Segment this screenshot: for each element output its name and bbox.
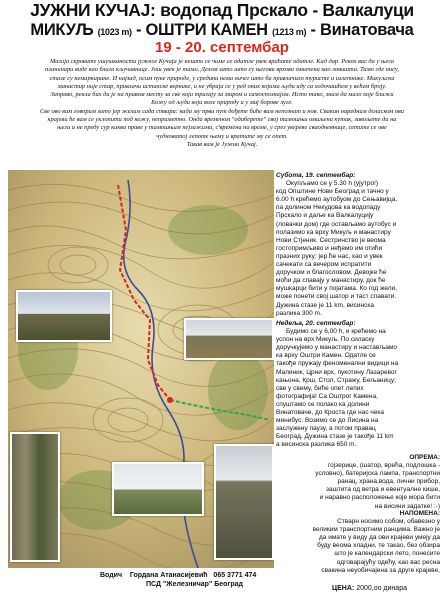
price-value: 2000,оо динара: [356, 585, 407, 592]
saturday-line: 6.00 h крећемо аутобуом до Сењавијца,: [276, 196, 398, 204]
guide-label: Водич: [100, 572, 123, 579]
intro-line: крајеви ће вам се уклопити под кожу, неприметно. Онда временом "одаберете" свој тамошњи омиљени кутак, завољете да на: [47, 116, 397, 124]
sunday-line: ка врху Оштри Камен. Одатле се: [276, 352, 376, 360]
intro-line: Све ово вам говорим зато јер желим сада ствари: када му прва пут дођете биће вам непознат и нов. Свакин наредним доласком ови: [40, 107, 404, 115]
sunday-line: фотографија! Са Оштрог Камена,: [276, 392, 378, 400]
photo-valley: [184, 318, 274, 360]
saturday-line: сачекати са вечером испратити: [276, 261, 372, 269]
note-line: буду веома хладни, те такао, без обзира: [317, 542, 440, 550]
peak-vinatovaca: - Винатовача: [306, 21, 414, 39]
main-title: ЈУЖНИ КУЧАЈ: водопад Прскало - Валкалуци: [30, 0, 414, 20]
guide-name: Гордана Атанасијевић: [129, 572, 208, 579]
sunday-section: [276, 320, 440, 450]
equipment-line: гојзерице, (шатор, врећа, подлошка -: [327, 462, 440, 470]
photo-rock: [10, 432, 60, 562]
guide-phone: 065 3771 474: [213, 572, 257, 579]
equipment-section: [276, 454, 440, 511]
sunday-line: све у свему, биће опет лепих: [276, 384, 364, 392]
saturday-line: (ловачки дом) где остављамо аутобус и: [276, 220, 397, 228]
sunday-line: Београд. Дужина стазе је такође 11 km: [276, 433, 394, 441]
note-line: што је календарски лето, понесите: [334, 550, 440, 558]
note-line: свакина неуобичајена за друге крајеве,: [321, 566, 440, 574]
photo-meadow: [112, 462, 204, 516]
intro-line: њега и не преду сур каква праве у тамошњим пејзажима, с'времена на време, у срез увереве сваодневнице, сетите се ове: [57, 124, 387, 132]
photo-ridge: [16, 290, 112, 342]
saturday-line: Прскало и даље ка Валкалуцију: [276, 212, 374, 220]
saturday-line: разлика 300 m.: [276, 309, 322, 317]
saturday-line: мушкарци бити у појатама. Ко год жели,: [276, 285, 397, 293]
alt-ostri-kamen: (1213 m): [272, 27, 307, 37]
equipment-line: и наравно расположење које мора бити: [319, 494, 440, 502]
price-info: [332, 584, 407, 593]
saturday-section: [276, 172, 440, 318]
equipment-line: условно), батеријска лампа, транспортни: [315, 470, 440, 478]
intro-line: стазе су немаркиране. И најзад, осим пуке природе, у средини нема ничег што би привлачило туристе и излетнике. Микуљски: [49, 74, 395, 82]
intro-line: планинари виде као блага кључавнице. Још увек је тамо. Делом зато што су његови врхови означени као ловишта. Тамо где нису,: [44, 66, 399, 74]
sunday-line: Винатоваче, до Кроста где нас чека: [276, 409, 384, 417]
monastery-marker: [167, 397, 173, 403]
saturday-line: полазимо ка врху Микуљ и манастиру: [276, 228, 391, 236]
sunday-line: заслужену паузу, а потом правац: [276, 425, 376, 433]
peak-mikulj: МИКУЉ: [30, 21, 98, 39]
sunday-line: такође пружају феноменални видици на: [276, 360, 399, 368]
note-line: Стварн носимо собом, обавезно у: [337, 518, 440, 526]
intro-line: Заправо, рекла бих да је на правом месту за све који трагају за миром и самоспознајом. Исто тако, знам да мало које ближи: [50, 91, 394, 99]
note-section: [276, 510, 440, 575]
intro-line: манастир није стар, привлачи истинске вернике, и не убраја се у ред оних којима људи иду са ходочашћем у већем броју.: [57, 82, 387, 90]
saturday-line: може понети свој шатор и таст спавати.: [276, 293, 397, 301]
intro-line: чудноватој лепоте њему и вратите му се опет.: [156, 132, 288, 140]
saturday-line: код Општине Нови Београд и тачно у: [276, 188, 389, 196]
sunday-line: кањона, Крш, Стол, Стражу, Бељаницу;: [276, 376, 396, 384]
equipment-heading: ОПРЕМА:: [409, 454, 440, 461]
note-heading: НАПОМЕНА:: [399, 510, 440, 517]
note-line: великим транспортним ранцима. Важно је: [312, 526, 440, 534]
price-label: ЦЕНА:: [332, 585, 355, 592]
photo-peak: [214, 444, 274, 560]
equipment-line: на висини задатке! :-): [374, 502, 440, 510]
note-line: да имате у виду да ови крајеви умеју да: [318, 534, 440, 542]
sunday-line: успон на врх Микуљ. По силаску: [276, 336, 375, 344]
saturday-heading: Субота, 19. септембар:: [276, 172, 356, 179]
sunday-line: спуштамо се полако ка долини: [276, 400, 370, 408]
intro-line: Такав вам је Јужни Кучај.: [186, 140, 258, 148]
sunday-heading: Недеља, 20. септембар:: [276, 320, 356, 327]
intro-line: Магија скровите ушушканости јужног Кучаја је нешто се чиме се одатле увек враћате одатле. Кад дар. Рекох вас да у њега: [50, 58, 394, 65]
sunday-line: Малиник, Црни врх, пукотину Лазаревог: [276, 368, 397, 376]
saturday-line: Нови Стјеник. Сестринство је веома: [276, 236, 386, 244]
event-date: 19 - 20. септембар: [155, 39, 289, 56]
sunday-line: Будимо се у 6,00 h, и крећемо на: [286, 328, 386, 336]
saturday-line: гостопримљиво и неђемо им отићи: [276, 244, 383, 252]
route-map: [8, 170, 274, 568]
sunday-line: а висинска разлика 650 m.: [276, 441, 357, 449]
club-name: ПСД "Железничар" Београд: [146, 581, 243, 588]
note-line: одговарајућу одећу, као вас ресна: [336, 558, 440, 566]
intro-text: [6, 58, 438, 149]
saturday-line: празних руку; јер ће нас, као и увек: [276, 252, 383, 260]
sunday-line: доручкујемо у манастиру и настављамо: [276, 344, 397, 352]
sunday-line: минибус. Возимо се до Лисина на: [276, 417, 379, 425]
equipment-line: заштита од ветра и евентуалне кише,: [326, 486, 440, 494]
peak-ostri-kamen: - ОШТРИ КАМЕН: [131, 21, 273, 39]
equipment-line: ранац, храна,вода, лични прибор,: [337, 478, 440, 486]
saturday-line: доручком и благословом. Девојке ће: [276, 269, 387, 277]
intro-line: Божу од људи који воле природу и у мај борове луге.: [151, 99, 293, 107]
saturday-line: моћи да спавају у манастиру, док ће: [276, 277, 386, 285]
saturday-line: па долином Некудова ка водопаду: [276, 204, 381, 212]
saturday-line: Дужина стазе је 11 km, висинска: [276, 301, 374, 309]
alt-mikulj: (1023 m): [97, 27, 132, 37]
saturday-line: Окупљамо се у 5.30 h (ујутро!): [286, 180, 379, 188]
guide-info: [100, 571, 256, 589]
